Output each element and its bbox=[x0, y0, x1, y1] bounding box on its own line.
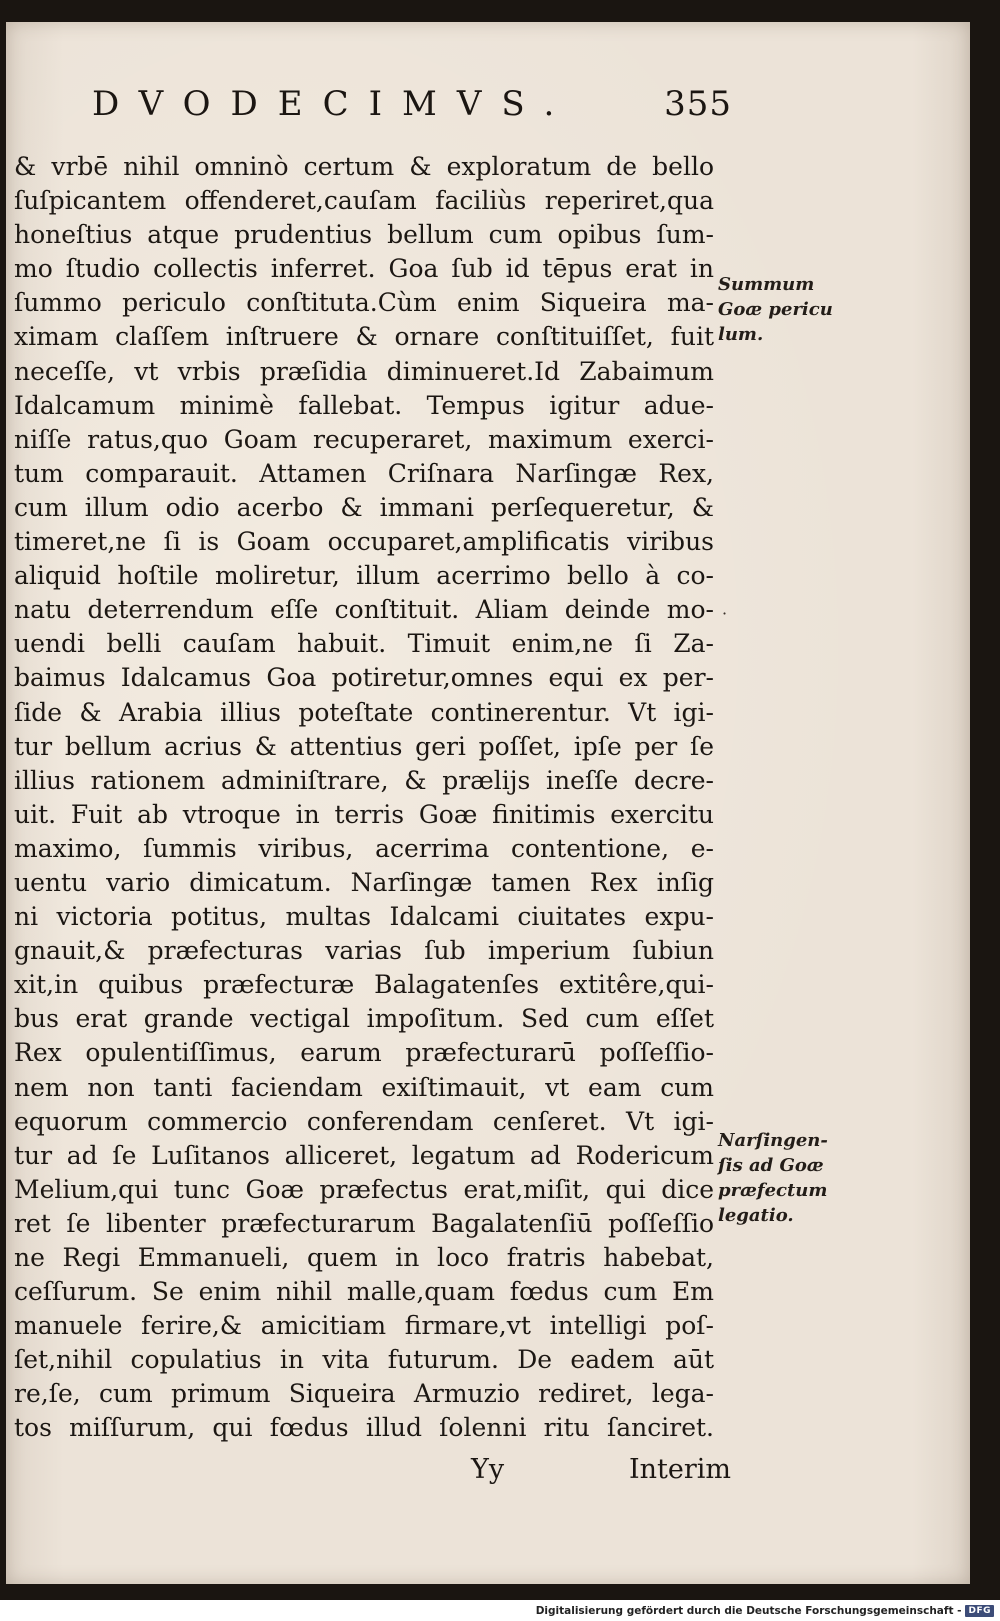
page-header bbox=[92, 84, 732, 132]
text-line: xit,in quibus præfecturæ Balagatenſes extitêre,qui- bbox=[14, 970, 714, 1000]
text-line: mo ſtudio collectis inferret. Goa ſub id tēpus erat in bbox=[14, 254, 714, 284]
text-line: bus erat grande vectigal impoſitum. Sed cum eſſet bbox=[14, 1004, 714, 1034]
text-line: ne Regi Emmanueli, quem in loco fratris habebat, bbox=[14, 1243, 714, 1272]
text-line: ceſſurum. Se enim nihil malle,quam fœdus cum Em bbox=[14, 1277, 714, 1307]
text-line: baimus Idalcamus Goa potiretur,omnes equi ex per- bbox=[14, 663, 714, 693]
margin-note-line: Goæ pericu bbox=[718, 299, 833, 320]
text-line: tum comparauit. Attamen Criſnara Narſingæ Rex, bbox=[14, 458, 714, 488]
page-number: 355 bbox=[664, 84, 732, 124]
text-line: Rex opulentiſſimus, earum præfecturarū poſſeſſio- bbox=[14, 1038, 714, 1068]
text-line: uit. Fuit ab vtroque in terris Goæ finitimis exercitu bbox=[14, 799, 714, 829]
margin-note-line: ſis ad Goæ bbox=[718, 1155, 824, 1176]
text-line: gnauit,& præfecturas varias ſub imperium ſubiun bbox=[14, 936, 714, 966]
text-line: ret ſe libenter præfecturarum Bagalatenſiū poſſeſſio bbox=[14, 1208, 714, 1238]
text-line: illius rationem adminiſtrare, & prælijs ineſſe decre- bbox=[14, 765, 714, 795]
text-line: aliquid hoſtile moliretur, illum acerrimo bello à co- bbox=[14, 561, 714, 591]
text-line: nem non tanti faciendam exiſtimauit, vt eam cum bbox=[14, 1072, 714, 1102]
text-line: Idalcamum minimè fallebat. Tempus igitur adue- bbox=[14, 390, 714, 420]
text-line: ſummo periculo conſtituta.Cùm enim Siqueira ma- bbox=[14, 288, 714, 318]
stray-ink-mark: · bbox=[722, 604, 728, 623]
margin-note-line: lum. bbox=[718, 324, 764, 345]
margin-note-line: Narſingen- bbox=[718, 1130, 828, 1151]
text-line: ximam claſſem inſtruere & ornare conſtituiſſet, fuit bbox=[14, 322, 714, 352]
catchword: Interim bbox=[628, 1454, 731, 1485]
running-head: DVODECIMVS. bbox=[92, 84, 575, 124]
text-line: equorum commercio conferendam cenſeret. Vt igi- bbox=[14, 1106, 714, 1136]
text-line: timeret,ne ſi is Goam occuparet,amplificatis viribus bbox=[14, 527, 714, 557]
text-line: ſet,nihil copulatius in vita futurum. De eadem aūt bbox=[14, 1345, 714, 1375]
text-line: uendi belli cauſam habuit. Timuit enim,ne ſi Za- bbox=[14, 629, 714, 659]
footer-text: Digitalisierung gefördert durch die Deutsche Forschungsgemeinschaft - bbox=[535, 1604, 962, 1617]
text-line: honeſtius atque prudentius bellum cum opibus ſum- bbox=[14, 220, 714, 250]
text-line: uentu vario dimicatum. Narſingæ tamen Rex inſig bbox=[14, 867, 714, 897]
page-foot bbox=[471, 1454, 731, 1490]
text-line: manuele ferire,& amicitiam firmare,vt intelligi poſ- bbox=[14, 1311, 714, 1341]
text-line: niſſe ratus,quo Goam recuperaret, maximum exerci- bbox=[14, 424, 714, 454]
signature-mark: Yy bbox=[471, 1454, 505, 1485]
body-text bbox=[14, 150, 714, 1446]
text-line: ni victoria potitus, multas Idalcami ciuitates expu- bbox=[14, 902, 714, 932]
text-line: Melium,qui tunc Goæ præfectus erat,miſit, qui dice bbox=[14, 1174, 714, 1204]
text-line: tur bellum acrius & attentius geri poſſet, ipſe per ſe bbox=[14, 731, 714, 761]
text-line: maximo, ſummis viribus, acerrima contentione, e- bbox=[14, 833, 714, 863]
margin-note-line: præfectum bbox=[718, 1180, 828, 1201]
book-page bbox=[6, 22, 970, 1584]
text-line: ſuſpicantem offenderet,cauſam faciliùs reperiret,qua bbox=[14, 186, 714, 216]
digitization-footer bbox=[536, 1602, 994, 1619]
margin-note-legatio bbox=[718, 1128, 828, 1228]
margin-note-line: legatio. bbox=[718, 1205, 794, 1226]
text-line: natu deterrendum eſſe conſtituit. Aliam deinde mo- bbox=[14, 595, 714, 625]
margin-note-line: Summum bbox=[718, 274, 815, 295]
text-line: ſide & Arabia illius poteſtate continerentur. Vt igi- bbox=[14, 697, 714, 727]
margin-note-summum bbox=[718, 272, 833, 347]
text-line: tos miſſurum, qui fœdus illud ſolenni ritu ſanciret. bbox=[14, 1413, 714, 1443]
text-line: cum illum odio acerbo & immani perſequeretur, & bbox=[14, 492, 714, 522]
text-line: re,ſe, cum primum Siqueira Armuzio rediret, lega- bbox=[14, 1379, 714, 1409]
dfg-logo: DFG bbox=[965, 1605, 994, 1617]
text-line: & vrbē nihil omninò certum & exploratum de bello bbox=[14, 152, 714, 181]
text-line: neceſſe, vt vrbis præſidia diminueret.Id Zabaimum bbox=[14, 356, 714, 386]
text-line: tur ad ſe Luſitanos alliceret, legatum ad Rodericum bbox=[14, 1140, 714, 1170]
